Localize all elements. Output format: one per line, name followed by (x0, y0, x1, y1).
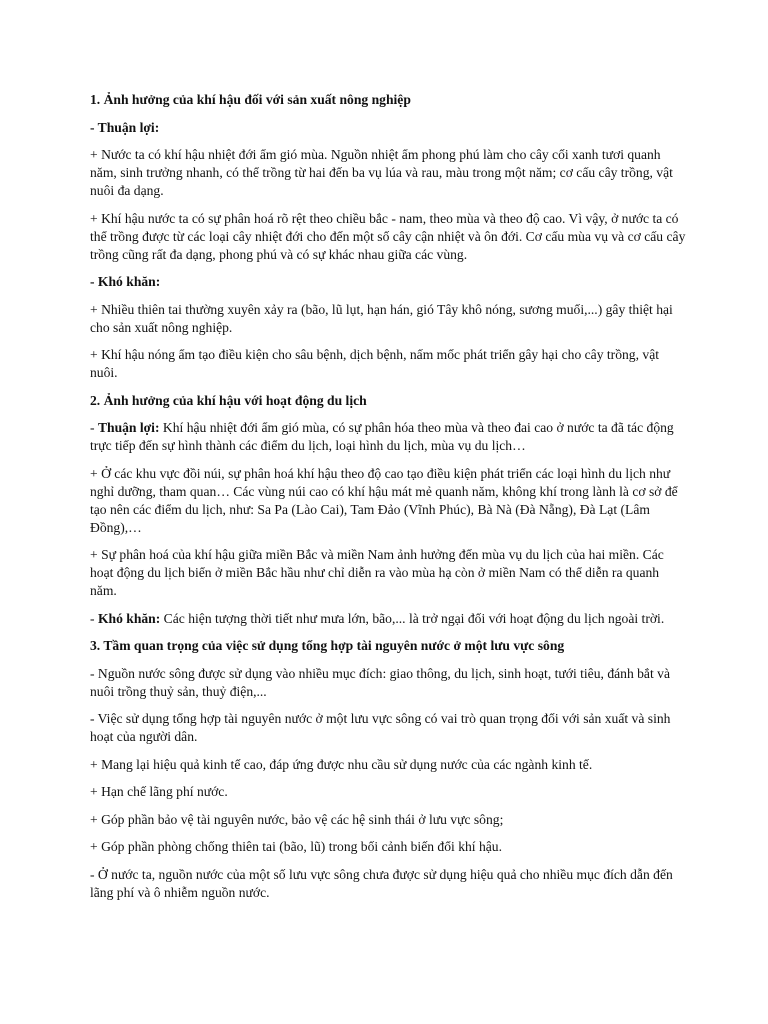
section-3-para-4: + Hạn chế lãng phí nước. (90, 784, 228, 799)
section-1-heading-text: 1. Ảnh hưởng của khí hậu đối với sản xuất nông nghiệp (90, 92, 411, 107)
section-2-heading-text: 2. Ảnh hưởng của khí hậu với hoạt động du lịch (90, 392, 367, 408)
section-1-advantage-2: + Khí hậu nước ta có sự phân hoá rõ rệt theo chiều bắc - nam, theo mùa và theo độ cao. Vì vậy, ở nước ta có thể trồng được từ các loại cây nhiệt đới cho đến một số cây cận nhiệt và ôn đới. Cơ cấu mùa vụ và cơ cấu cây trồng cũng rất đa dạng, phong phú và có sự khác nhau giữa các vùng. (90, 210, 686, 262)
section-2-difficulties-label: Khó khăn: (97, 610, 161, 626)
section-1-advantage-1: + Nước ta có khí hậu nhiệt đới ẩm gió mùa. Nguồn nhiệt ẩm phong phú làm cho cây cối xanh tươi quanh năm, sinh trưởng nhanh, có thể trồng từ hai đến ba vụ lúa và rau, màu trong một năm; cơ cấu cây trồng, vật nuôi đa dạng. (90, 147, 673, 198)
section-2-point-1: + Ở các khu vực đồi núi, sự phân hoá khí hậu theo độ cao tạo điều kiện phát triển các loại hình du lịch như nghỉ dưỡng, tham quan… Các vùng núi cao có khí hậu mát mẻ quanh năm, không khí trong lành là cơ sở để tạo nên các điểm du lịch, như: Sa Pa (Lào Cai), Tam Đảo (Vĩnh Phúc), Bà Nà (Đà Nẵng), Đà Lạt (Lâm Đồng),… (90, 465, 678, 535)
section-2-point-2: + Sự phân hoá của khí hậu giữa miền Bắc và miền Nam ảnh hưởng đến mùa vụ du lịch của hai miền. Các hoạt động du lịch biển ở miền Bắc hầu như chỉ diễn ra vào mùa hạ còn ở miền Nam có thể diễn ra quanh năm. (90, 547, 664, 598)
section-2-advantages-label: Thuận lợi: (97, 420, 160, 435)
section-1-difficulties-label-text: - Khó khăn: (90, 274, 161, 289)
section-1-difficulty-2: + Khí hậu nóng ẩm tạo điều kiện cho sâu bệnh, dịch bệnh, nấm mốc phát triển gây hại cho cây trồng, vật nuôi. (90, 347, 660, 380)
section-3-para-3: + Mang lại hiệu quả kinh tế cao, đáp ứng được nhu cầu sử dụng nước của các ngành kinh tế. (90, 756, 593, 772)
section-3-heading-text: 3. Tầm quan trọng của việc sử dụng tổng hợp tài nguyên nước ở một lưu vực sông (90, 638, 565, 653)
section-1-heading (90, 91, 686, 109)
section-3-para-1: - Nguồn nước sông được sử dụng vào nhiều mục đích: giao thông, du lịch, sinh hoạt, tưới tiêu, đánh bắt và nuôi trồng thuỷ sản, thuỷ điện,... (90, 665, 670, 699)
section-3-heading (90, 637, 686, 655)
section-2-difficulties (90, 610, 686, 628)
document-page (90, 91, 686, 911)
section-1-difficulties-label (90, 273, 686, 291)
section-1-advantages-label (90, 119, 686, 137)
section-2-difficulties-prefix: - (90, 610, 98, 626)
section-2-advantages-text: Khí hậu nhiệt đới ẩm gió mùa, có sự phân hóa theo mùa và theo đai cao ở nước ta đã tác động trực tiếp đến sự hình thành các điểm du lịch, loại hình du lịch, mùa vụ du lịch… (90, 420, 674, 453)
section-3-para-5: + Góp phần bảo vệ tài nguyên nước, bảo vệ các hệ sinh thái ở lưu vực sông; (90, 811, 504, 827)
section-1-difficulty-1: + Nhiều thiên tai thường xuyên xảy ra (bão, lũ lụt, hạn hán, gió Tây khô nóng, sương muối,...) gây thiệt hại cho sản xuất nông nghiệp. (90, 301, 673, 335)
section-1-advantages-label-text: - Thuận lợi: (90, 119, 160, 135)
section-2-advantages (90, 419, 686, 455)
section-2-advantages-prefix: - (90, 420, 98, 435)
section-2-difficulties-text: Các hiện tượng thời tiết như mưa lớn, bão,... là trở ngại đối với hoạt động du lịch ngoài trời. (160, 610, 665, 626)
section-2-heading (90, 392, 686, 410)
section-3-para-6: + Góp phần phòng chống thiên tai (bão, lũ) trong bối cảnh biến đổi khí hậu. (90, 839, 503, 854)
section-3-para-2: - Việc sử dụng tổng hợp tài nguyên nước ở một lưu vực sông có vai trò quan trọng đối với sản xuất và sinh hoạt của người dân. (90, 711, 671, 744)
section-3-para-7: - Ở nước ta, nguồn nước của một số lưu vực sông chưa được sử dụng hiệu quả cho nhiều mục đích dẫn đến lãng phí và ô nhiễm nguồn nước. (90, 866, 673, 900)
